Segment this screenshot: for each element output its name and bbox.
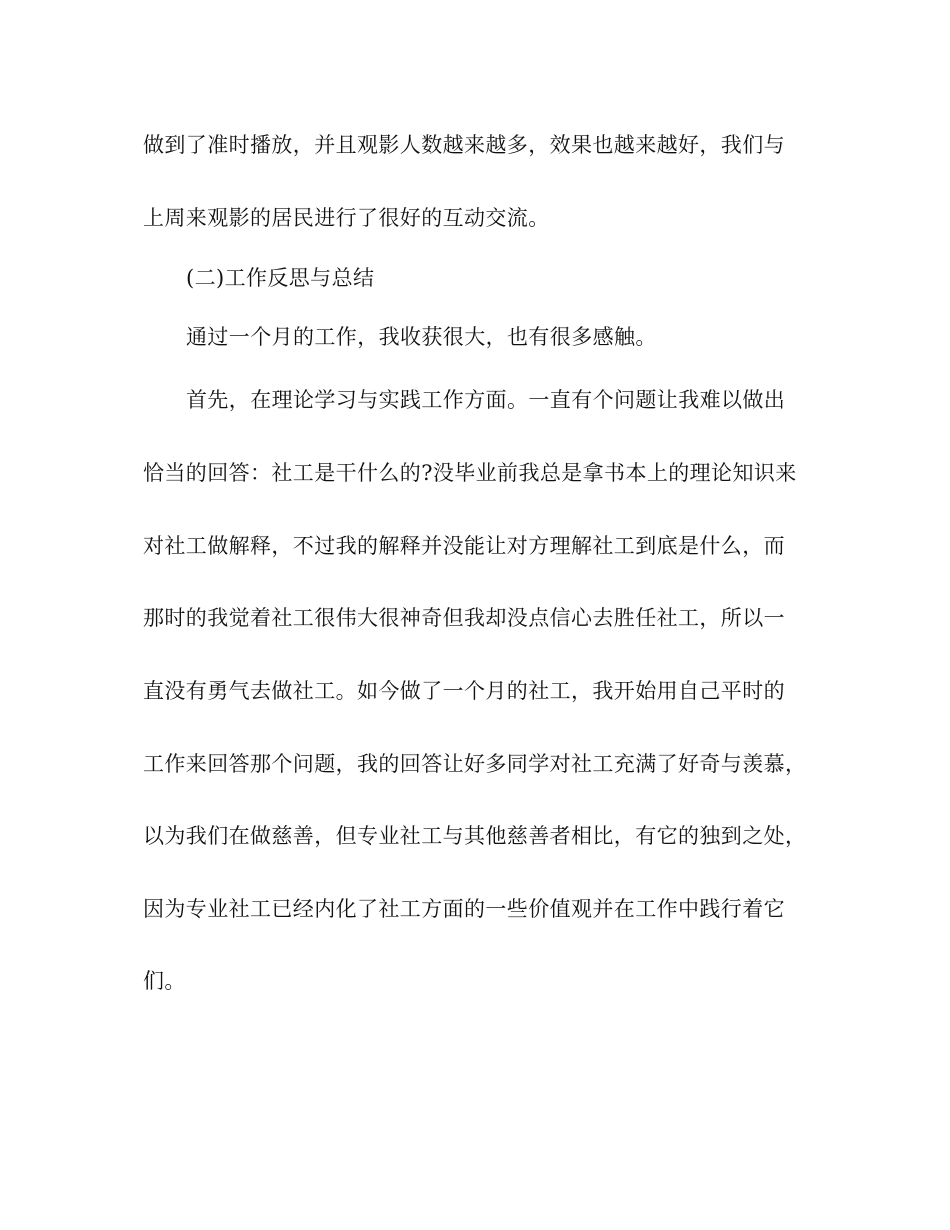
section-heading: (二)工作反思与总结 (186, 266, 375, 290)
text-line: 恰当的回答：社工是干什么的?没毕业前我总是拿书本上的理论知识来 (143, 461, 797, 485)
text-line: 以为我们在做慈善，但专业社工与其他慈善者相比，有它的独到之处， (143, 824, 807, 848)
text-line: 直没有勇气去做社工。如今做了一个月的社工，我开始用自己平时的 (143, 679, 785, 703)
text-line: 工作来回答那个问题，我的回答让好多同学对社工充满了好奇与羡慕， (143, 752, 807, 776)
text-line: 上周来观影的居民进行了很好的互动交流。 (143, 206, 550, 230)
text-line: 们。 (143, 969, 186, 993)
text-line: 首先，在理论学习与实践工作方面。一直有个问题让我难以做出 (186, 388, 786, 412)
text-line: 通过一个月的工作，我收获很大，也有很多感触。 (186, 325, 657, 349)
text-line: 做到了准时播放，并且观影人数越来越多，效果也越来越好，我们与 (143, 133, 785, 157)
text-line: 对社工做解释，不过我的解释并没能让对方理解社工到底是什么，而 (143, 534, 785, 558)
text-line: 因为专业社工已经内化了社工方面的一些价值观并在工作中践行着它 (143, 897, 785, 921)
text-line: 那时的我觉着社工很伟大很神奇但我却没点信心去胜任社工，所以一 (143, 606, 785, 630)
